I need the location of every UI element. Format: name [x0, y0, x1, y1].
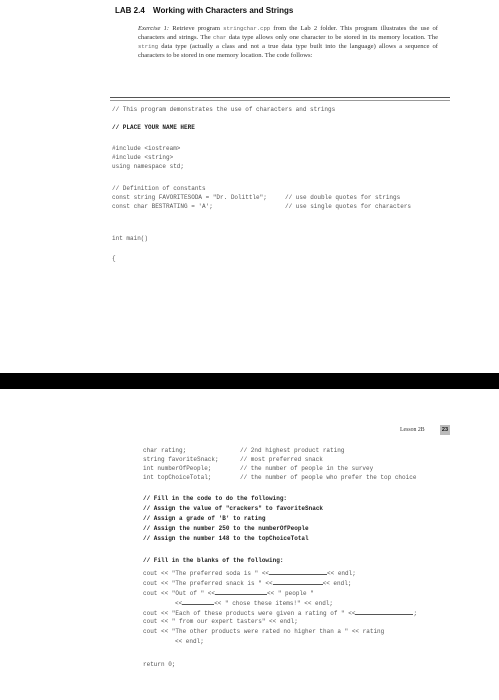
code-decl-people: int numberOfPeople;	[143, 465, 212, 472]
blank-people[interactable]	[215, 589, 267, 595]
code-cout-rating: cout << "Each of these products were given a rating of " << ;	[143, 610, 418, 617]
lab-header	[115, 6, 293, 15]
blank-rating[interactable]	[355, 609, 413, 615]
code-using: using namespace std;	[112, 163, 185, 170]
exercise-text-4: data type (actually a class and not a true data type built into the language) allows a sequence of characters to be stored in one memory location. The code follows:	[138, 43, 438, 59]
lab-title: Working with Characters and Strings	[153, 6, 294, 15]
code-include-iostream: #include <iostream>	[112, 145, 181, 152]
page-break-gap	[0, 389, 499, 399]
code-assign-rating: // Assign a grade of 'B' to rating	[143, 515, 266, 522]
lab-number: LAB 2.4	[115, 6, 145, 15]
exercise-text-1: Retrieve program	[169, 25, 224, 32]
code-const-soda: const string FAVORITESODA = "Dr. Dolittle";	[112, 194, 267, 201]
exercise-file: stringchar.cpp	[223, 25, 271, 32]
code-decl-rating: char rating;	[143, 447, 187, 454]
code-fill-code-comment: // Fill in the code to do the following:	[143, 495, 288, 502]
blank-soda[interactable]	[269, 569, 327, 575]
code-main: int main()	[112, 235, 149, 242]
divider-top-thin	[110, 100, 450, 101]
code-cout-snack: cout << "The preferred snack is " << << endl;	[143, 580, 352, 587]
code-decl-people-comment: // the number of people in the survey	[240, 465, 374, 472]
code-cout-chose: << << " chose these items!" << endl;	[175, 600, 334, 607]
code-cout-other: cout << "The other products were rated no higher than a " << rating	[143, 628, 385, 635]
code-definition-comment: // Definition of constants	[112, 185, 206, 192]
code-decl-snack: string favoriteSnack;	[143, 456, 219, 463]
code-const-soda-comment: // use double quotes for strings	[285, 194, 401, 201]
code-assign-people: // Assign the number 250 to the numberOfPeople	[143, 525, 309, 532]
page-break-band	[0, 373, 499, 389]
exercise-label: Exercise 1:	[138, 25, 170, 32]
lesson-label: Lesson 2B	[400, 427, 425, 433]
blank-topchoice[interactable]	[182, 599, 214, 605]
code-decl-snack-comment: // most preferred snack	[240, 456, 323, 463]
exercise-paragraph	[138, 24, 438, 60]
code-fill-blanks-comment: // Fill in the blanks of the following:	[143, 557, 284, 564]
exercise-text-3: data type allows only one character to be stored in its memory location. The	[226, 34, 438, 41]
page-number: 23	[441, 427, 449, 433]
code-cout-outof: cout << "Out of " << << " people "	[143, 590, 314, 597]
code-include-string: #include <string>	[112, 154, 174, 161]
code-decl-rating-comment: // 2nd highest product rating	[240, 447, 345, 454]
exercise-text-2: from the Lab 2 folder. This program illustrates the use of characters and strings. The	[138, 25, 438, 41]
code-cout-tasters: cout << " from our expert tasters" << endl;	[143, 618, 298, 625]
code-const-rating: const char BESTRATING = 'A';	[112, 203, 213, 210]
code-open-brace: {	[112, 255, 116, 262]
code-decl-topchoice: int topChoiceTotal;	[143, 474, 212, 481]
code-assign-topchoice: // Assign the number 148 to the topChoiceTotal	[143, 535, 309, 542]
blank-snack[interactable]	[273, 579, 323, 585]
code-place-name: // PLACE YOUR NAME HERE	[112, 124, 195, 131]
exercise-string-keyword: string	[138, 43, 159, 50]
code-const-rating-comment: // use single quotes for characters	[285, 203, 412, 210]
code-cout-endl: << endl;	[175, 638, 204, 645]
code-cout-soda: cout << "The preferred soda is " << << endl;	[143, 570, 356, 577]
exercise-char-keyword: char	[212, 34, 227, 41]
code-decl-topchoice-comment: // the number of people who prefer the top choice	[240, 474, 417, 481]
code-return: return 0;	[143, 661, 176, 668]
divider-top	[110, 97, 450, 98]
code-comment: // This program demonstrates the use of characters and strings	[112, 106, 336, 113]
code-assign-snack: // Assign the value of "crackers" to favoriteSnack	[143, 505, 324, 512]
